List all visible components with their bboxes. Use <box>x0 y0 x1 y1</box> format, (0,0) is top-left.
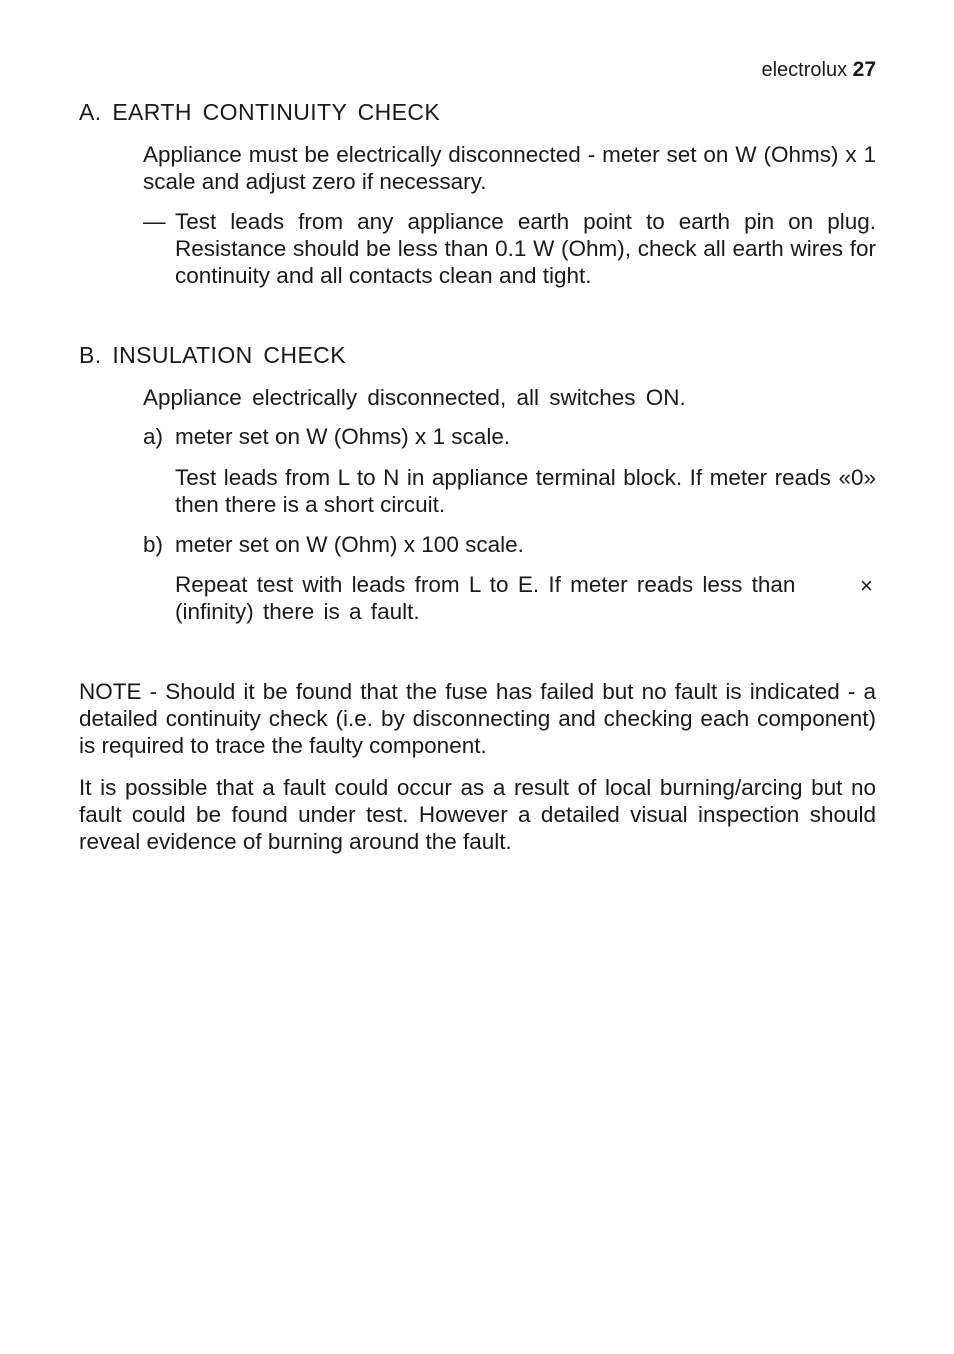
note-paragraph: NOTE - Should it be found that the fuse has failed but no fault is indicated - a detailed continuity check (i.e. by disconnecting and checking each component) is required to trace the faulty component. <box>79 679 876 758</box>
section-a-title: A. EARTH CONTINUITY CHECK <box>79 99 441 125</box>
item-a-text: meter set on W (Ohms) x 1 scale. <box>175 424 511 449</box>
section-b-intro: Appliance electrically disconnected, all switches ON. <box>143 385 686 410</box>
item-a-label: a) <box>143 424 164 449</box>
item-b-detail: Repeat test with leads from L to E. If meter reads less than (infinity) there is a fault. <box>175 572 796 624</box>
page-header <box>761 58 876 82</box>
page-number: 27 <box>852 58 876 81</box>
brand-name: electrolux <box>761 59 848 81</box>
item-b-label: b) <box>143 532 164 557</box>
section-b-title: B. INSULATION CHECK <box>79 342 346 368</box>
section-a-intro: Appliance must be electrically disconnected - meter set on W (Ohms) x 1 scale and adjust zero if necessary. <box>143 142 876 194</box>
section-a-bullet-text: Test leads from any appliance earth point to earth pin on plug. Resistance should be less than 0.1 W (Ohm), check all earth wires for continuity and all contacts clean and tight. <box>175 209 876 288</box>
item-a-detail: Test leads from L to N in appliance terminal block. If meter reads «0» then there is a short circuit. <box>175 465 876 517</box>
section-a-bullet-marker: — <box>143 209 166 234</box>
possible-fault-paragraph: It is possible that a fault could occur as a result of local burning/arcing but no fault could be found under test. However a detailed visual inspection should reveal evidence of burning around the fault. <box>79 775 876 854</box>
item-b-text: meter set on W (Ohm) x 100 scale. <box>175 532 524 557</box>
infinity-symbol: × <box>860 573 873 598</box>
